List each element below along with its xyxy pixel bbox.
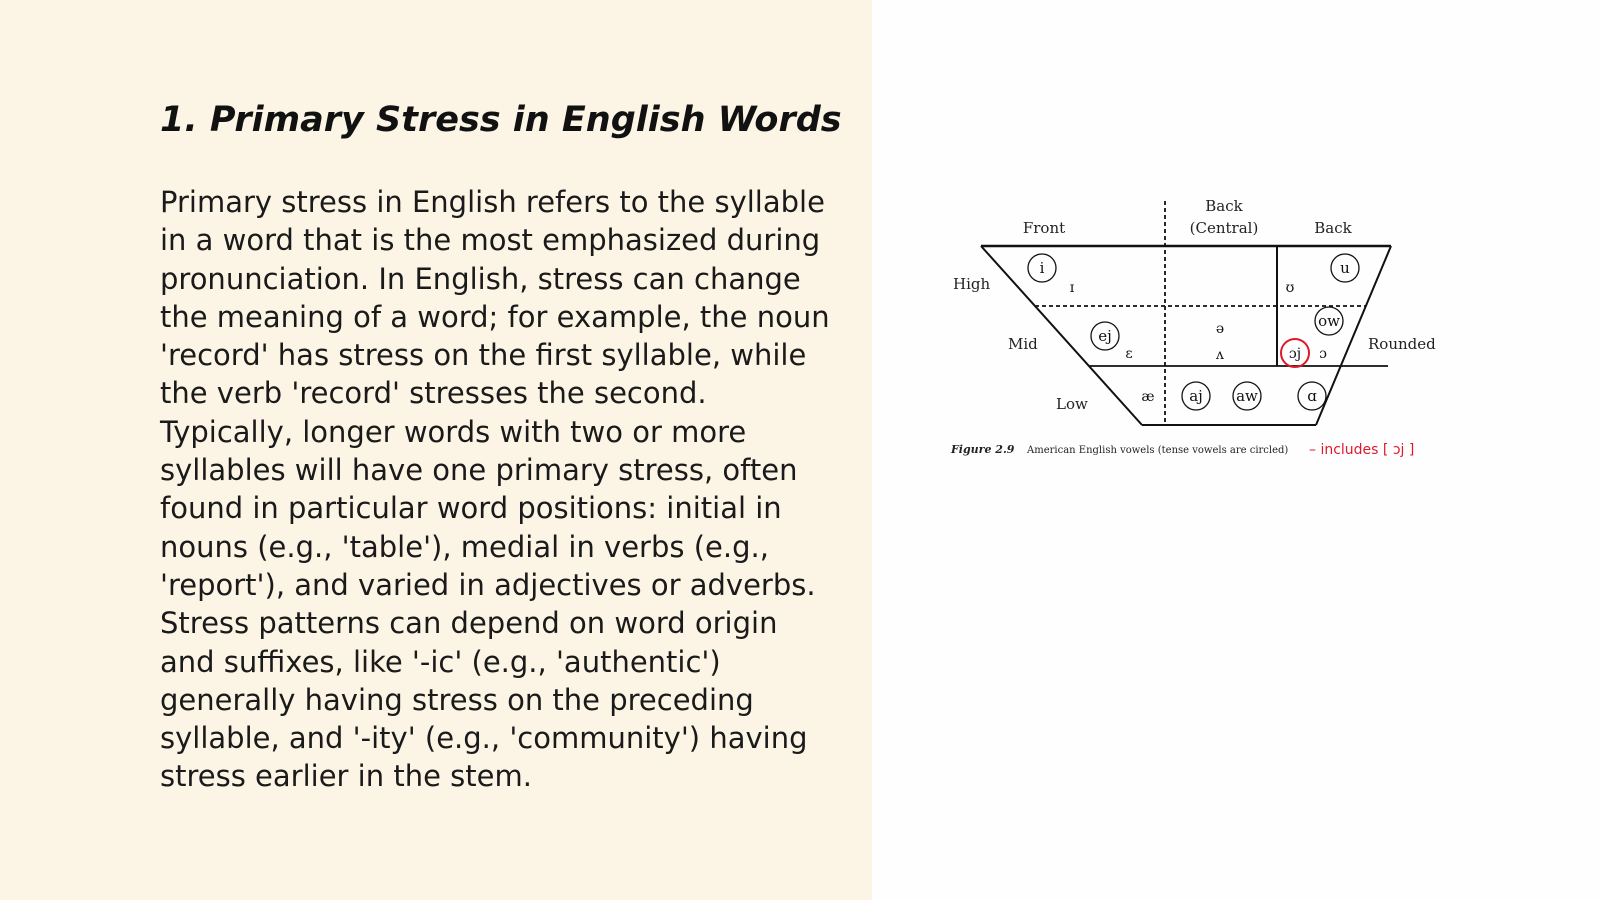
- vowel-lax-i: ɪ: [1069, 280, 1075, 296]
- figure-caption-annotation: – includes [ ɔj ]: [1309, 442, 1415, 458]
- label-rounded: Rounded: [1368, 335, 1436, 353]
- header-central-line2: (Central): [1189, 219, 1259, 237]
- figure-caption-text: American English vowels (tense vowels are circled): [1027, 445, 1289, 456]
- slide-body-text: Primary stress in English refers to the syllable in a word that is the most emphasized during pronunciation. In English, stress can change the meaning of a word; for example, the noun 'record' has stress on the first syllable, while the verb 'record' stresses the second. Typically, longer words with two or more syllables will have one primary stress, often found in particular word positions: initial in nouns (e.g., 'table'), medial in verbs (e.g., 'report'), and varied in adjectives or adverbs. Stress patterns can depend on word origin and suffixes, like '-ic' (e.g., 'authentic') generally having stress on the preceding syllable, and '-ity' (e.g., 'community') having stress earlier in the stem.: [160, 185, 830, 794]
- vowel-wedge: ʌ: [1216, 347, 1224, 363]
- vowel-ae: æ: [1141, 389, 1155, 405]
- row-label-low: Low: [1056, 395, 1088, 413]
- header-front: Front: [1022, 219, 1066, 237]
- vowel-chart-figure: [940, 195, 1460, 475]
- vowel-lax-e: ɛ: [1125, 346, 1133, 362]
- row-label-mid: Mid: [1008, 335, 1038, 353]
- figure-caption-label: Figure 2.9: [951, 443, 1015, 456]
- header-central-line1: Back: [1205, 197, 1243, 215]
- vowel-schwa: ə: [1215, 321, 1225, 337]
- vowel-aj: aj: [1189, 387, 1203, 405]
- row-label-high: High: [953, 275, 991, 293]
- vowel-a: ɑ: [1307, 387, 1317, 405]
- vowel-i: i: [1039, 259, 1045, 277]
- vowel-aw: aw: [1236, 387, 1258, 405]
- header-back: Back: [1314, 219, 1352, 237]
- vowel-ej: ej: [1098, 327, 1112, 345]
- vowel-ow: ow: [1318, 312, 1340, 330]
- vowel-oj: ɔj: [1288, 346, 1302, 362]
- vowel-lax-u: ʊ: [1285, 280, 1295, 296]
- vowel-chart-svg: [940, 195, 1460, 475]
- vowel-u: u: [1340, 259, 1350, 277]
- vowel-open-o: ɔ: [1319, 346, 1327, 362]
- slide-title: 1. Primary Stress in English Words: [160, 100, 842, 140]
